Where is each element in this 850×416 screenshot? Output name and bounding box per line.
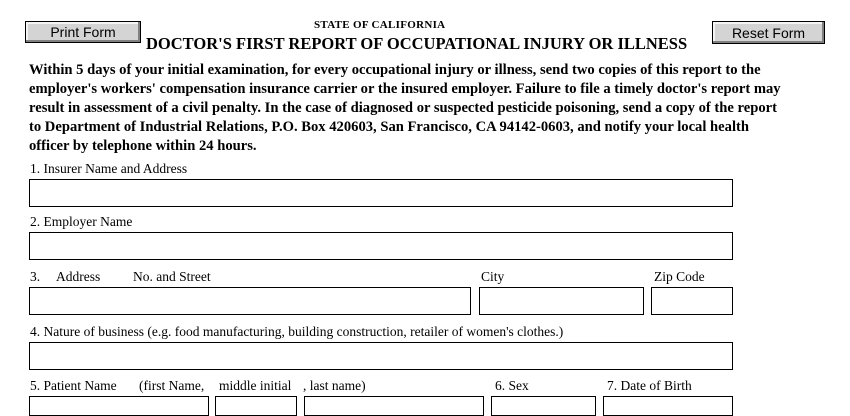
instruction-line: employer's workers' compensation insurance carrier or the insured employer. Failure to file a timely doctor's report may xyxy=(29,81,781,97)
patient-last-name-field[interactable] xyxy=(304,396,484,416)
patient-date-of-birth-field[interactable] xyxy=(603,396,733,416)
patient-middle-initial-field[interactable] xyxy=(215,396,297,416)
state-label: STATE OF CALIFORNIA xyxy=(314,19,446,31)
street-address-field[interactable] xyxy=(29,287,471,315)
instruction-line: Within 5 days of your initial examination, for every occupational injury or illness, send two copies of this report to the xyxy=(29,62,761,78)
patient-first-name-field[interactable] xyxy=(29,396,209,416)
first-name-label: (first Name, xyxy=(139,378,205,393)
zip-code-label: Zip Code xyxy=(654,269,705,284)
print-form-button[interactable]: Print Form xyxy=(25,21,141,43)
form-title: DOCTOR'S FIRST REPORT OF OCCUPATIONAL INJURY OR ILLNESS xyxy=(146,34,688,53)
reset-form-button[interactable]: Reset Form xyxy=(712,21,825,44)
address-label: Address xyxy=(56,269,101,284)
instruction-line: to Department of Industrial Relations, P.O. Box 420603, San Francisco, CA 94142-0603, and notify your local health xyxy=(29,119,749,135)
address-number: 3. xyxy=(30,269,41,284)
patient-sex-field[interactable] xyxy=(491,396,596,416)
instruction-line: result in assessment of a civil penalty. In the case of diagnosed or suspected pesticide poisoning, send a copy of the report xyxy=(29,100,777,116)
insurer-label: 1. Insurer Name and Address xyxy=(30,161,188,176)
street-label: No. and Street xyxy=(133,269,211,284)
patient-name-label: 5. Patient Name xyxy=(30,378,117,393)
city-label: City xyxy=(481,269,505,284)
employer-label: 2. Employer Name xyxy=(30,214,133,229)
nature-of-business-field[interactable] xyxy=(29,342,733,370)
employer-name-field[interactable] xyxy=(29,232,733,260)
date-of-birth-label: 7. Date of Birth xyxy=(607,378,692,393)
city-field[interactable] xyxy=(479,287,644,315)
middle-initial-label: middle initial xyxy=(219,378,292,393)
zip-code-field[interactable] xyxy=(651,287,733,315)
last-name-label: , last name) xyxy=(303,378,366,393)
insurer-name-address-field[interactable] xyxy=(29,179,733,207)
instruction-line: officer by telephone within 24 hours. xyxy=(29,138,257,154)
instructions-paragraph xyxy=(29,61,829,156)
sex-label: 6. Sex xyxy=(495,378,529,393)
business-label: 4. Nature of business (e.g. food manufacturing, building construction, retailer of women's clothes.) xyxy=(30,324,564,339)
